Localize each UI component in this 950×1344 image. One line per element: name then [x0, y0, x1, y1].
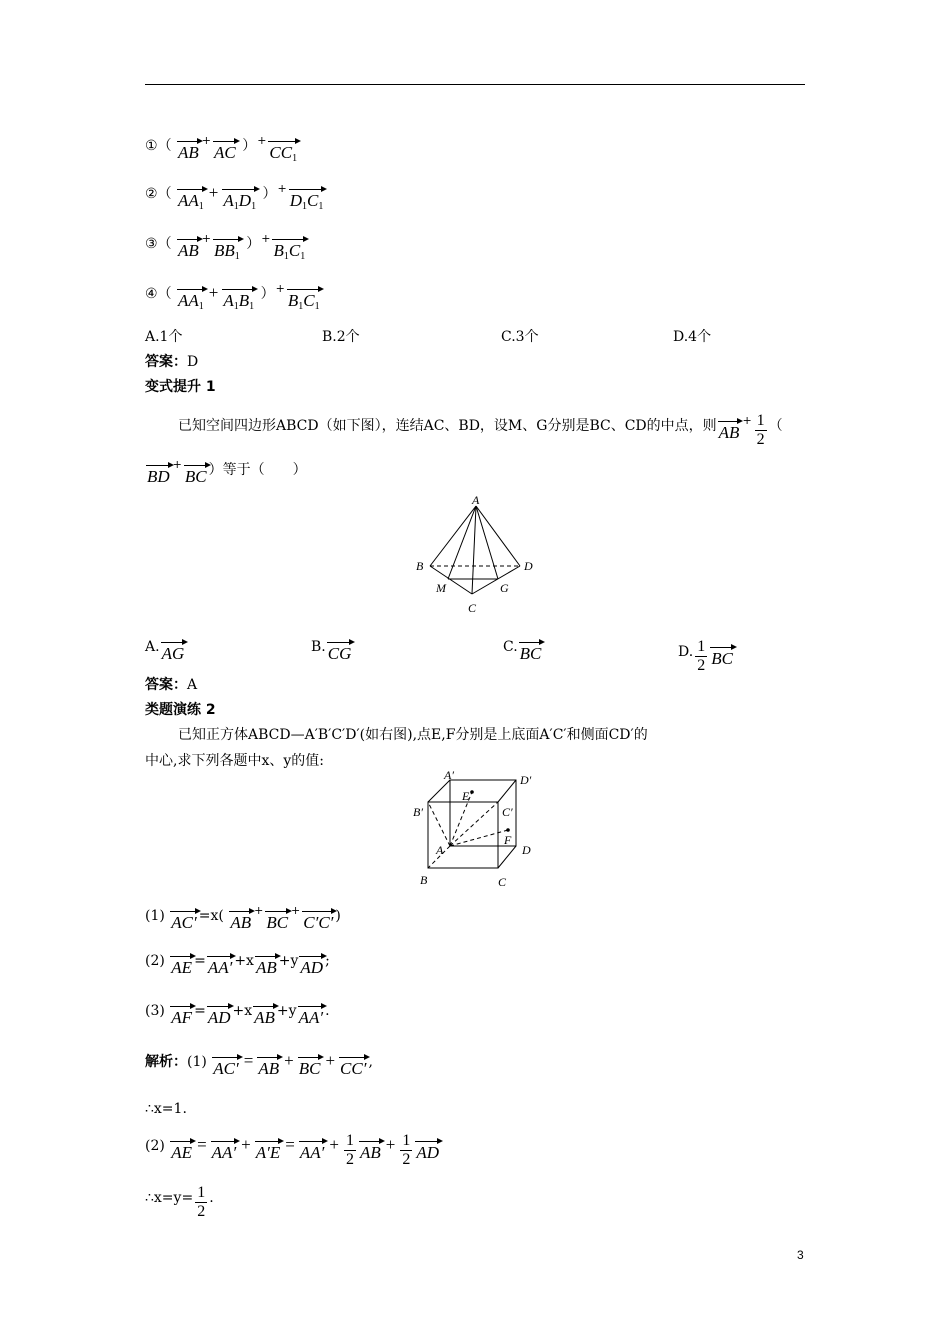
vec-AD: AD	[300, 958, 324, 977]
problem-text-1: 已知空间四边形ABCD（如下图），连结AC、BD，设M、G分别是BC、CD的中点，则 AB+ $\frac{1}{2}$ （	[178, 412, 783, 448]
vec-CC1: C′C′	[303, 913, 334, 932]
vec-AA1: AA1	[176, 291, 206, 317]
vec-CC1: CC′	[340, 1059, 367, 1078]
solution-conclusion-2: ∴x=y= $\frac{1}{2}$ .	[145, 1184, 214, 1220]
solution-conclusion-1: ∴x=1.	[145, 1101, 187, 1117]
fraction-half: $\frac{1}{2}$	[345, 1132, 354, 1168]
label-C: C	[498, 875, 507, 889]
choice2-b: B. CG	[311, 639, 352, 663]
label-D: D	[522, 843, 531, 857]
label-D1: D′	[520, 773, 532, 787]
vec-BD: BD	[147, 467, 170, 486]
label-M: M	[436, 581, 446, 595]
section-title-2: 类题演练 2	[145, 702, 216, 718]
problem-text-2-cont: 中心,求下列各题中x、y的值:	[145, 753, 324, 769]
page-number: 3	[797, 1248, 804, 1262]
choice-b: B.2个	[322, 329, 360, 345]
label-B1: B′	[413, 805, 423, 819]
tetrahedron-figure	[410, 494, 540, 618]
label-C: C	[468, 601, 477, 615]
vec-D1C1: D1C1	[288, 191, 326, 217]
header-rule	[145, 84, 805, 85]
vec-B1C1: B1C1	[286, 291, 322, 317]
label-B: B	[420, 873, 428, 887]
vec-AC: AC	[214, 143, 236, 162]
fraction-half: $\frac{1}{2}$	[756, 412, 765, 448]
vec-AE: AE	[171, 1143, 193, 1162]
vec-A1E: A′E	[255, 1143, 281, 1162]
label-E: E	[462, 789, 470, 803]
subq-1: (1) AC′ =x( AB+BC+C′C′ )	[145, 904, 341, 932]
label-A1: A′	[444, 770, 454, 782]
vec-AD: AD	[207, 1008, 231, 1027]
subq-2: (2) AE = AA′ +x AB +y AD ;	[145, 953, 330, 977]
vec-AF: AF	[171, 1008, 193, 1027]
vec-AA1: AA′	[298, 1008, 324, 1027]
vec-BB1: BB1	[212, 241, 242, 267]
label-D: D	[524, 559, 533, 573]
vec-AA1: AA′	[211, 1143, 237, 1162]
vec-A1D1: A1D1	[221, 191, 258, 217]
fraction-half: $\frac{1}{2}$	[197, 1184, 206, 1220]
vec-AD: AD	[416, 1143, 439, 1162]
choice-a: A.1个	[145, 329, 183, 345]
choice-d: D.4个	[673, 329, 712, 345]
choice2-d: D. $\frac{1}{2}$ BC	[678, 638, 733, 674]
vec-AB: AB	[254, 1008, 275, 1027]
vec-AA1: AA′	[207, 958, 233, 977]
vec-AC1: AC′	[171, 913, 197, 932]
vec-BC: BC	[184, 467, 207, 486]
choice2-c: C. BC	[503, 639, 542, 663]
q-item-1: ①（ AB+AC ）+CC1	[145, 132, 299, 169]
vec-AB: AB	[718, 423, 740, 442]
choice2-a: A. AG	[145, 639, 185, 663]
fraction-half: $\frac{1}{2}$	[402, 1132, 411, 1168]
label-B: B	[416, 559, 424, 573]
subq-3: (3) AF = AD +x AB +y AA′ .	[145, 1003, 330, 1027]
cube-figure	[410, 770, 540, 892]
fraction-half: $\frac{1}{2}$	[697, 638, 706, 674]
q-item-3: ③（ AB+BB1 ）+B1C1	[145, 230, 307, 267]
vec-AA1: AA1	[176, 191, 206, 217]
problem-text-1-cont: BD+BC ）等于（ ）	[147, 458, 307, 486]
q-item-2: ②（ AA1+ A1D1 ）+D1C1	[145, 180, 325, 217]
answer-2: 答案：A	[145, 677, 198, 693]
label-F: F	[504, 833, 512, 847]
vec-BC: BC	[298, 1059, 321, 1078]
q-item-4: ④（ AA1+ A1B1 ）+B1C1	[145, 280, 322, 317]
vec-AG: AG	[161, 644, 185, 663]
vec-CG: CG	[327, 644, 352, 663]
vec-AA1: AA′	[299, 1143, 325, 1162]
vec-AC1: AC′	[213, 1059, 239, 1078]
solution-1: 解析：(1) AC′ = AB + BC + CC′ ,	[145, 1051, 373, 1078]
vec-BC: BC	[519, 644, 542, 663]
vec-BC: BC	[266, 913, 289, 932]
label-A: A	[472, 494, 480, 507]
label-G: G	[500, 581, 509, 595]
section-title-1: 变式提升 1	[145, 379, 216, 395]
vec-AB: AB	[359, 1143, 381, 1162]
label-C1: C′	[502, 805, 513, 819]
vec-AB: AB	[230, 913, 252, 932]
vec-AE: AE	[171, 958, 193, 977]
answer-1: 答案：D	[145, 354, 199, 370]
vec-B1C1: B1C1	[271, 241, 307, 267]
vec-AB: AB	[178, 241, 199, 260]
vec-A1B1: A1B1	[221, 291, 256, 317]
vec-AB: AB	[258, 1059, 280, 1078]
choice-c: C.3个	[501, 329, 539, 345]
vec-CC1: CC1	[267, 143, 299, 169]
vec-BC: BC	[711, 649, 733, 668]
vec-AB: AB	[178, 143, 199, 162]
problem-text-2: 已知正方体ABCD—A′B′C′D′(如右图),点E,F分别是上底面A′C′和侧面CD′的	[178, 727, 648, 743]
solution-2: (2) AE = AA′ + A′E = AA′ + $\frac{1}{2}$ AB + $\frac{1}{2}$ AD	[145, 1132, 439, 1168]
vec-AB: AB	[255, 958, 277, 977]
label-A: A	[436, 843, 444, 857]
